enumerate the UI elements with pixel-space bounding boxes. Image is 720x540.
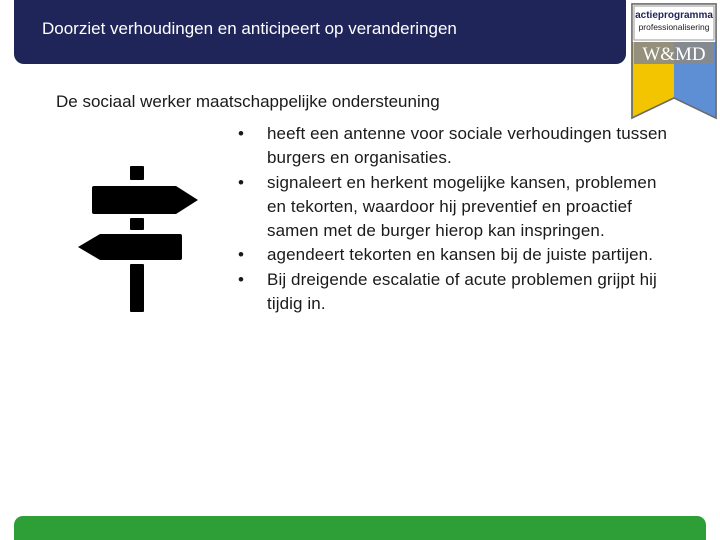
bullet-dot: • <box>238 269 245 289</box>
footer-bar <box>14 516 706 540</box>
bullet-dot: • <box>238 172 245 192</box>
list-item <box>234 122 674 171</box>
bullet-dot: • <box>238 124 245 143</box>
bullet-text: signaleert en herkent mogelijke kansen, problemen en tekorten, waardoor hij preventief en proactief samen met de burger hierop kan inspringen. <box>267 172 657 241</box>
signpost-icon <box>76 166 200 312</box>
bullet-text: heeft een antenne voor sociale verhoudingen tussen burgers en organisaties. <box>267 124 668 168</box>
list-item <box>234 243 674 267</box>
title-bar <box>14 0 626 64</box>
page-title: Doorziet verhoudingen en anticipeert op veranderingen <box>42 19 457 38</box>
actieprogramma-logo <box>630 2 718 120</box>
bullet-text: agendeert tekorten en kansen bij de juiste partijen. <box>267 245 654 265</box>
bullet-list <box>234 122 674 316</box>
logo-line3: W&MD <box>642 44 706 65</box>
bullet-dot: • <box>238 245 245 265</box>
bullet-text: Bij dreigende escalatie of acute problemen grijpt hij tijdig in. <box>267 269 657 314</box>
logo-line1: actieprogramma <box>635 10 713 21</box>
subtitle: De sociaal werker maatschappelijke ondersteuning <box>56 92 440 111</box>
list-item <box>234 171 674 244</box>
list-item <box>234 268 674 317</box>
logo-line2: professionalisering <box>638 22 710 32</box>
